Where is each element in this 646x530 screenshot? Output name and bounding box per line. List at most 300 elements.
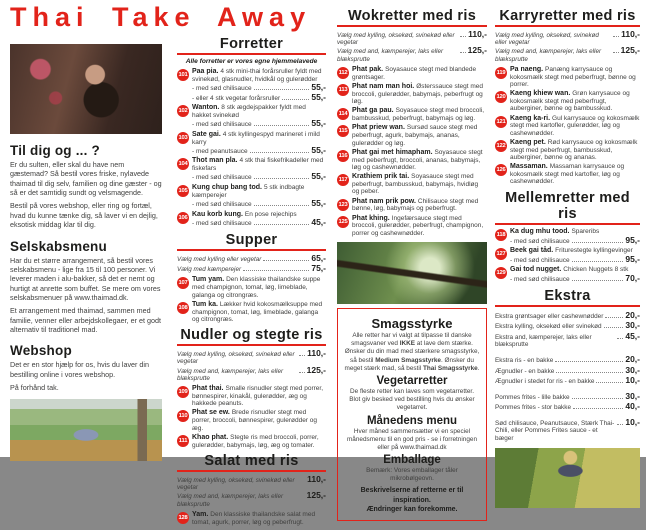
dotted-leader (299, 481, 305, 482)
section-note: Alle forretter er vores egne hjemmelavede (185, 58, 318, 65)
price-line-label: - med sød chilisauce (510, 237, 570, 245)
price-value: 30,- (625, 320, 640, 331)
price-value: 125,- (306, 364, 326, 375)
red-rule (177, 53, 326, 55)
extra-line (495, 417, 640, 443)
price-header (177, 254, 326, 274)
bold-text: Medium Smagsstyrke (375, 356, 441, 364)
dotted-leader (250, 152, 310, 153)
wok-column (337, 8, 487, 521)
item-number-badge: 106 (177, 212, 189, 224)
item-name: Thot man pla. (192, 157, 240, 165)
item-description: En pose rejechips (244, 210, 297, 218)
info-box (337, 308, 487, 521)
dotted-leader (299, 355, 305, 356)
red-rule (495, 305, 640, 307)
dotted-leader (282, 99, 309, 100)
item-name: Phat ga pau. (352, 107, 396, 115)
section-ekstra (495, 288, 640, 443)
item-description: Chicken Nuggets 8 stk (563, 266, 629, 274)
price-value: 55,- (311, 144, 326, 155)
dotted-leader (299, 497, 305, 498)
item-price-line (192, 199, 326, 209)
item-number-badge: 128 (177, 512, 189, 524)
item-name: Kung chup bang tod. (192, 183, 264, 191)
plain-text: . Ønsker du meget stærk mad, så bestil (344, 356, 474, 372)
price-line-label: - med sød chilisauce (510, 256, 570, 264)
left-column (10, 44, 162, 461)
item-name: Wanton. (192, 104, 222, 112)
price-header-line (177, 264, 326, 274)
item-number-badge: 112 (337, 67, 349, 79)
menu-item (337, 215, 487, 237)
menu-item (177, 157, 326, 182)
plain-text: Hver måned sammensætter vi en speciel månedsmenu til en god pris - se i forretningen eller på www.thaimad.dk (346, 427, 477, 451)
price-line-label: Pommes frites - lille bakke (495, 393, 570, 401)
item-list (177, 511, 326, 526)
item-number-badge: 101 (177, 69, 189, 81)
menu-item (177, 68, 326, 102)
section-mellemretter (495, 190, 640, 284)
price-value: 45,- (625, 330, 640, 341)
price-line-label: Ægnudler - en bakke (495, 367, 555, 375)
price-line-label: - med sød chilisauce (192, 121, 252, 129)
info-section-text (344, 332, 480, 373)
kids-fishing-photo (337, 242, 487, 304)
item-list (177, 385, 326, 449)
item-text (192, 385, 326, 407)
dotted-leader (243, 270, 309, 271)
dotted-leader (556, 372, 623, 373)
price-header (177, 349, 326, 382)
item-number-badge: 126 (495, 164, 507, 176)
extra-line (495, 354, 640, 365)
item-number-badge: 129 (495, 267, 507, 279)
dotted-leader (617, 338, 623, 339)
dotted-leader (299, 372, 305, 373)
price-value: 10,- (625, 416, 640, 427)
item-text (192, 276, 326, 298)
item-text (510, 66, 640, 88)
item-text (352, 198, 487, 213)
item-description: 4 stk kyllingespyd marineret i mild karry (192, 130, 320, 146)
item-text (352, 173, 487, 195)
price-value: 110,- (307, 348, 326, 359)
item-description: Soyasauce stegt med peberfrugt, bambusskud, babymajs, hvidløg og peber. (352, 173, 479, 196)
price-line-label: Ekstra and, kæmperejer, laks eller blæksprutte (495, 333, 592, 349)
info-section-heading: Vegetarretter (376, 374, 448, 387)
price-value: 55,- (311, 171, 326, 182)
dotted-leader (613, 52, 619, 53)
price-value: 110,- (307, 473, 326, 484)
item-name: Tum yam. (192, 276, 227, 284)
dotted-leader (596, 382, 623, 383)
item-name: Kau korb kung. (192, 210, 245, 218)
extra-group (495, 310, 640, 349)
item-name: Phat pak. (352, 65, 386, 73)
price-header-line (177, 254, 326, 264)
section-heading: Forretter (219, 36, 284, 52)
intro-paragraph: Har du et større arrangement, så bestil vores selskabsmenu - lige fra 15 til 100 personer. Vi leverer maden i alu-bakker, så det er nemt og hurtigt at anrette som buffet. Se mere om vores selskabsmenuer på www.thaimad.dk. (10, 255, 161, 302)
intro-paragraph: Et arrangement med thaimad, sammen med familie, venner eller arbejdskollegaer, er et godt alternativ til traditionel mad. (10, 306, 162, 335)
dotted-leader (605, 317, 623, 318)
bold-text: Thai Smagsstyrke (423, 364, 478, 372)
menu-item (337, 107, 487, 122)
price-header (495, 30, 640, 63)
menu-item (177, 301, 326, 323)
price-line-label: Vælg med kylling, oksekød, svinekød eller vegetar (177, 351, 295, 366)
item-description: Friturestegte kyllingevinger (555, 247, 633, 255)
starters-column (177, 36, 326, 530)
farmer-rice-field-photo (495, 448, 640, 508)
item-description: Massaman karrysauce og kokosmælk stegt med kartofler, løg og cashewnødder. (510, 163, 625, 186)
item-name: Krathiem prik tai. (352, 173, 412, 181)
bold-text: IKKE (399, 340, 416, 348)
extra-line (495, 331, 640, 349)
section-heading: Karryretter med ris (499, 8, 636, 24)
dotted-leader (254, 89, 310, 90)
extra-line (495, 320, 640, 331)
item-description: Grøn karrysauce og kokosmælk stegt med peberfrugt, auberginer, bønne og bambusskud. (510, 90, 630, 113)
menu-item (177, 511, 326, 526)
item-text (352, 215, 487, 237)
price-value: 55,- (311, 82, 326, 93)
item-number-badge: 120 (495, 91, 507, 103)
price-line-label: Ekstra kylling, oksekød eller svinekød (495, 323, 602, 331)
item-number-badge: 125 (337, 216, 349, 228)
intro-section-webshop (10, 343, 162, 392)
plain-text: Bemærk: Vores emballager tåler mikrobølgeovn. (366, 467, 458, 483)
extra-line (495, 391, 640, 402)
item-price-line (192, 172, 326, 182)
item-number-badge: 116 (337, 150, 349, 162)
price-value: 20,- (625, 353, 640, 364)
item-number-badge: 107 (177, 277, 189, 289)
section-heading: Wokretter med ris (347, 8, 477, 24)
intro-section-til-dig (10, 143, 162, 230)
item-description: Lækker hvid kokosmælksuppe med champignon, tomat, løg, limeblade, galanga og citrongræs. (192, 300, 323, 323)
intro-section-selskabsmenu (10, 239, 162, 335)
item-number-badge: 119 (495, 67, 507, 79)
item-name: Phat gai met himapham. (352, 148, 435, 156)
item-name: Phat nam prik pow. (352, 197, 418, 205)
price-header-line (177, 349, 326, 365)
info-box-sections (344, 316, 480, 483)
menu-item (177, 211, 326, 228)
red-rule (495, 25, 640, 27)
price-line-label: Ekstra ris - en bakke (495, 356, 554, 364)
section-heading: Mellemretter med ris (505, 189, 630, 222)
menu-item (177, 385, 326, 407)
item-text (352, 107, 487, 122)
item-price-line (192, 83, 326, 93)
red-rule (177, 470, 326, 472)
item-number-badge: 102 (177, 105, 189, 117)
item-number-badge: 117 (337, 174, 349, 186)
section-nudler (177, 327, 326, 449)
woman-eating-noodles-photo (10, 44, 162, 134)
price-line-label: Sød chilisauce, Peanutsauce, Stærk Thai-Chili, eller Pommes Frites sauce - et bæger (495, 419, 615, 442)
item-number-badge: 110 (177, 410, 189, 422)
price-line-label: Ekstra grøntsager eller cashewnødder (495, 312, 604, 320)
dotted-leader (572, 280, 624, 281)
menu-item (177, 434, 326, 449)
item-description: Spareribs (571, 227, 600, 235)
item-list (337, 66, 487, 237)
item-description: Stegte ris med broccoli, porrer, gulerødder, babymajs, løg, æg og tomater. (192, 433, 319, 449)
red-rule (177, 344, 326, 346)
dotted-leader (555, 361, 623, 362)
item-description: Den klassiske thailandske suppe med champignon, tomat, løg, limeblade, galanga og citrongræs. (192, 276, 321, 299)
item-number-badge: 115 (337, 125, 349, 137)
item-number-badge: 104 (177, 158, 189, 170)
item-text (510, 139, 640, 161)
menu-item (495, 115, 640, 137)
menu-item (337, 173, 487, 195)
price-value: 10,- (625, 375, 640, 386)
dotted-leader (572, 242, 624, 243)
menu-item (495, 66, 640, 88)
dotted-leader (254, 125, 310, 126)
price-line-label: - med sød chilisauce (192, 85, 252, 93)
item-text (192, 409, 326, 431)
extra-group (495, 417, 640, 443)
item-name: Phat priew wan. (352, 124, 407, 132)
item-number-badge: 127 (495, 248, 507, 260)
item-name: Phat nam man hoi. (352, 83, 417, 91)
item-name: Beek gai tåd. (510, 247, 556, 255)
item-text (510, 247, 640, 264)
dotted-leader (254, 224, 310, 225)
plain-text: . (477, 364, 480, 372)
item-description: Ingefærsauce stegt med broccoli, gulerødder, peberfrugt, champignon, porrer og cashewnødder. (352, 214, 484, 237)
menu-item (177, 131, 326, 156)
menu-item (177, 409, 326, 431)
section-heading: Ekstra (544, 287, 591, 304)
menu-item (337, 198, 487, 213)
price-line-label: - med sød chilisauce (192, 174, 252, 182)
item-name: Kaeng pet. (510, 139, 548, 147)
section-wokretter (337, 8, 487, 237)
item-price-line (510, 236, 640, 246)
dotted-leader (572, 398, 624, 399)
info-section (344, 454, 480, 483)
price-value: 30,- (625, 364, 640, 375)
item-text (192, 434, 326, 449)
dotted-leader (460, 36, 466, 37)
price-value: 55,- (311, 198, 326, 209)
red-rule (177, 249, 326, 251)
price-line-label: - med sød chilisauce (192, 201, 252, 209)
menu-item (177, 276, 326, 298)
intro-heading: Selskabsmenu (10, 238, 107, 254)
price-value: 65,- (311, 252, 326, 263)
info-box-footer: Beskrivelserne af retterne er til inspiration. Ændringer kan forekomme. (360, 487, 464, 513)
item-description: Smalle risnudler stegt med porrer, bønnespirer, kinakål, gulerødder, æg og hakkede peanuts. (192, 385, 323, 408)
item-number-badge: 105 (177, 185, 189, 197)
item-description: Den klassiske thailandske salat med tomat, agurk, porrer, løg og peberfrugt. (192, 510, 316, 526)
item-name: Massaman. (510, 163, 550, 171)
item-text (352, 124, 487, 146)
item-description: 4 stk mini-thai forårsruller fyldt med svinekød, glasnudler, hvidkål og gulerødder (192, 68, 322, 83)
item-text (352, 149, 487, 171)
item-number-badge: 122 (495, 140, 507, 152)
item-list (177, 68, 326, 228)
item-text (192, 131, 326, 156)
price-line-label: Ægnudler i stedet for ris - en bakke (495, 378, 595, 386)
item-text (192, 511, 326, 526)
menu-item (495, 163, 640, 185)
price-line-label: Vælg med kylling, oksekød, svinekød eller vegetar (337, 32, 455, 47)
extra-line (495, 401, 640, 412)
intro-paragraph: På forhånd tak. (10, 383, 59, 393)
price-value: 40,- (625, 401, 640, 412)
item-description: Soyasauce stegt med peberfrugt, broccoli, ananas, babymajs, løg og cashewnødder. (352, 148, 483, 171)
intro-paragraph: Er du sulten, eller skal du have nem gæstemad? Så bestil vores friske, nylavede thaimad til dig selv, familien og dine gæster - og så er det samtidig sundt og velsmagende. (10, 160, 162, 198)
menu-item (337, 83, 487, 105)
price-value: 45,- (311, 217, 326, 228)
price-value: 75,- (311, 262, 326, 273)
extra-list (495, 310, 640, 443)
extra-line (495, 310, 640, 321)
item-description: Chilisauce stegt med bønne, løg, babymajs og peberfrugt. (352, 197, 479, 213)
info-section-text (344, 428, 480, 453)
item-price-line (510, 255, 640, 265)
item-number-badge: 121 (495, 116, 507, 128)
curry-column (495, 8, 640, 508)
item-description: 4 stk thai fiskefrikadeller med fiskefars (192, 157, 324, 173)
section-salat (177, 453, 326, 526)
price-value: 30,- (625, 390, 640, 401)
item-text (510, 115, 640, 137)
dotted-leader (254, 205, 310, 206)
price-value: 95,- (625, 253, 640, 264)
item-text (510, 266, 640, 283)
item-price-line (510, 274, 640, 284)
item-text (510, 163, 640, 185)
item-name: Yam. (192, 510, 211, 518)
info-section (344, 316, 480, 373)
dotted-leader (573, 408, 623, 409)
item-list (495, 228, 640, 284)
extra-line (495, 365, 640, 376)
info-section-heading: Emballage (383, 454, 441, 467)
red-rule (495, 223, 640, 225)
price-value: 125,- (620, 45, 640, 56)
item-number-badge: 103 (177, 132, 189, 144)
price-header-line (177, 366, 326, 382)
item-text (192, 301, 326, 323)
price-header-line (177, 491, 326, 507)
price-header-line (495, 30, 640, 46)
item-number-badge: 123 (337, 199, 349, 211)
price-line-label: - med peanutsauce (192, 147, 248, 155)
price-value: 70,- (625, 273, 640, 284)
item-description: Østerssauce stegt med broccoli, gulerødder, babymajs, peberfrugt og løg. (352, 83, 484, 106)
dotted-leader (263, 260, 309, 261)
red-rule (337, 25, 487, 27)
item-description: Brede risnudler stegt med porrer, broccoli, bønnespirer, gulerødder og æg. (192, 409, 318, 432)
item-number-badge: 111 (177, 435, 189, 447)
item-description: Sursød sauce stegt med peberfrugt, agurk, babymajs, ananas, gulerødder og løg. (352, 124, 478, 147)
price-value: 125,- (467, 45, 487, 56)
item-description: 8 stk ægdejspakker fyldt med hakket svinekød (192, 104, 306, 119)
item-name: Kaeng ka-ri. (510, 114, 553, 122)
price-header-line (495, 46, 640, 62)
item-name: Phat thai. (192, 385, 226, 393)
extra-group (495, 354, 640, 386)
price-header-line (177, 475, 326, 491)
price-line-label: - med sød chilisauce (192, 220, 252, 228)
item-text (192, 68, 326, 102)
price-line-label: Vælg med and, kæmperejer, laks eller blæksprutte (495, 48, 602, 63)
price-value: 95,- (625, 234, 640, 245)
menu-item (495, 139, 640, 161)
price-value: 125,- (306, 490, 326, 501)
item-description: Panæng karrysauce og kokosmælk stegt med peberfrugt, bønne og porrer. (510, 65, 636, 89)
intro-paragraph: Bestil på vores webshop, eller ring og fortæl, hvad du kunne tænke dig, så laver vi en dejlig, eksotisk middag klar til dig. (10, 201, 158, 230)
intro-heading: Til dig og ... ? (10, 143, 100, 158)
item-description: Soyasauce stegt med broccoli, bambusskud, peberfrugt, babymajs og løg. (352, 107, 485, 123)
item-text (510, 90, 640, 112)
price-line-label: Pommes frites - stor bakke (495, 404, 571, 412)
item-text (352, 83, 487, 105)
menu-item (177, 184, 326, 209)
laptop-rice-terrace-photo (10, 399, 162, 461)
menu-item (337, 149, 487, 171)
section-heading: Supper (225, 231, 278, 248)
page-title: Thai Take Away (10, 2, 312, 32)
info-section (344, 415, 480, 453)
item-number-badge: 118 (495, 229, 507, 241)
plain-text: Alle retter har vi valgt at tilpasse til danske smagsvaner ved (351, 332, 472, 348)
extra-line (495, 375, 640, 386)
item-number-badge: 109 (177, 386, 189, 398)
item-name: Phat se ew. (192, 409, 232, 417)
section-forretter (177, 36, 326, 228)
plain-text: at lave dem stærke. Ønsker du din mad med stærkere smagsstyrke, så bestil (344, 340, 480, 364)
section-karryretter (495, 8, 640, 186)
price-line-label: - eller 4 stk vegetar forårsruller (192, 94, 281, 102)
item-name: Paa pia. (192, 68, 221, 75)
menu-item (177, 104, 326, 129)
item-number-badge: 114 (337, 108, 349, 120)
price-line-label: Vælg med kylling, oksekød, svinekød eller vegetar (177, 476, 295, 492)
section-heading: Salat med ris (204, 452, 299, 469)
price-value: 55,- (311, 118, 326, 129)
item-text (192, 211, 326, 228)
price-line-label: - med sød chilisauce (510, 276, 570, 284)
menu-item (495, 247, 640, 264)
item-description: Gul karrysauce og kokosmælk stegt med kartofler, gulerødder, løg og cashewnødder. (510, 114, 640, 137)
section-supper (177, 232, 326, 323)
price-value: 55,- (311, 91, 326, 102)
item-number-badge: 108 (177, 302, 189, 314)
item-list (495, 66, 640, 186)
dotted-leader (617, 424, 623, 425)
price-header-line (337, 46, 487, 62)
item-description: Rød karrysauce og kokosmælk stegt med peberfrugt, bambusskud, auberginer, bønne og ananas. (510, 139, 638, 162)
menu-item (337, 124, 487, 146)
item-name: Pa naeng. (510, 65, 546, 73)
price-value: 110,- (468, 29, 487, 39)
item-name: Ka dug mhu tood. (510, 227, 572, 235)
item-description: 5 stk indbagte kæmperejer (192, 183, 305, 199)
dotted-leader (460, 52, 466, 53)
info-section-text (344, 388, 480, 413)
item-price-line (192, 146, 326, 156)
item-name: Khao phat. (192, 433, 231, 441)
